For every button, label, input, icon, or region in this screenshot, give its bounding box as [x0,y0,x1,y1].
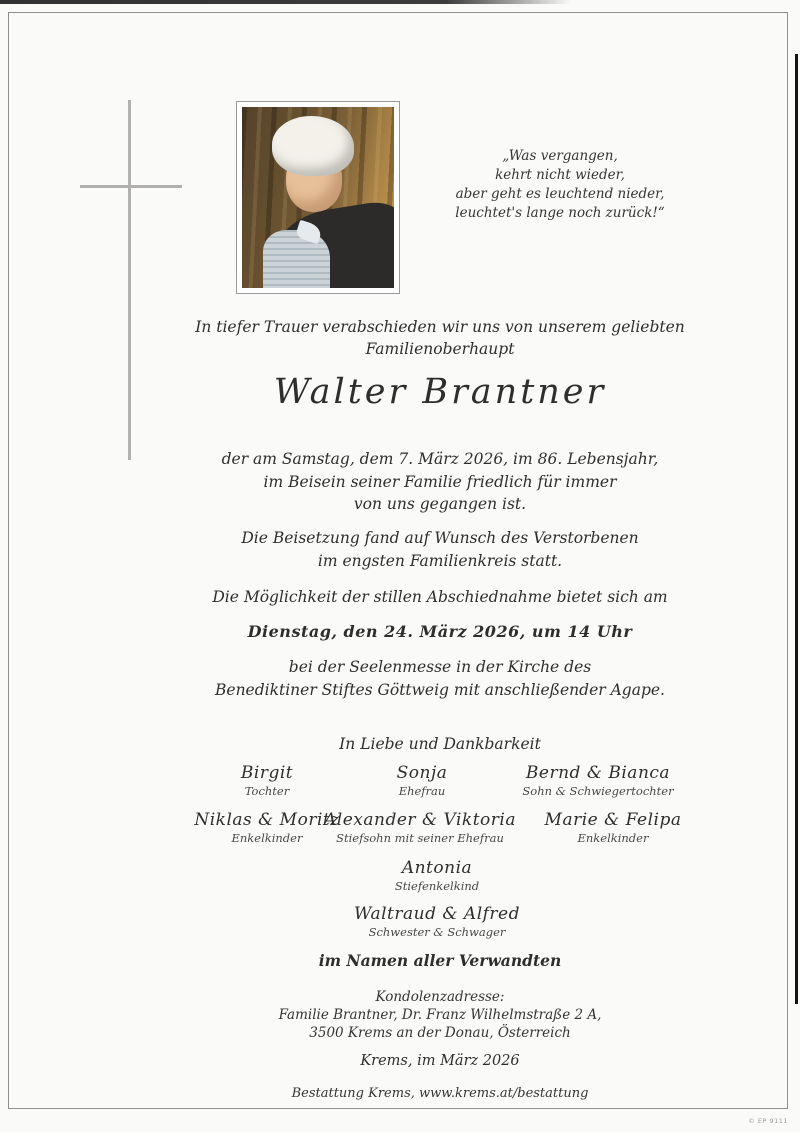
condolence-address [93,988,787,1042]
memorial-quote [440,147,680,223]
portrait-photo [236,101,400,294]
mourner-relation: Stiefenkelkind [394,879,480,893]
condolence-line: Familie Brantner, Dr. Franz Wilhelmstraße 2 A, [278,1007,602,1023]
mourner-relation: Ehefrau [398,784,446,798]
burial-paragraph [93,527,787,572]
mourner-bernd-bianca [522,763,673,798]
relatives-line: im Namen aller Verwandten [318,951,562,970]
burial-paragraph-line: im engsten Familienkreis statt. [317,551,563,570]
mourner-relation: Enkelkinder [231,831,303,845]
mourner-name: Alexander & Viktoria [324,810,516,830]
mourner-relation: Sohn & Schwiegertochter [522,784,674,798]
mourner-birgit [241,763,293,798]
condolence-line: 3500 Krems an der Donau, Österreich [309,1025,571,1041]
mourner-sonja [397,763,448,798]
mourner-marie-felipa [545,810,682,845]
death-paragraph-line: im Beisein seiner Familie friedlich für immer [263,472,617,491]
mourner-name: Waltraud & Alfred [353,904,521,924]
cross-icon-bar [80,185,182,188]
farewell-place-line: Benediktiner Stiftes Göttweig mit anschließender Agape. [215,680,665,699]
scan-artifact-top-band [0,0,572,4]
deceased-name: Walter Brantner [273,372,607,412]
print-mark: © EP 9111 [748,1117,788,1125]
mourner-name: Niklas & Moritz [194,810,340,830]
photo-shirt [263,230,330,288]
mourner-name: Birgit [240,763,294,783]
photo-hair [272,116,354,176]
mourner-name: Marie & Felipa [544,810,682,830]
quote-line: kehrt nicht wieder, [495,167,625,183]
funeral-home-line: Bestattung Krems, www.krems.at/bestattung [291,1086,589,1101]
farewell-place [93,656,787,701]
mourner-name: Antonia [401,858,473,878]
scan-artifact-right-strip [795,54,798,1004]
quote-line: „Was vergangen, [502,148,618,164]
mourner-relation: Schwester & Schwager [368,925,506,939]
death-paragraph-line: der am Samstag, dem 7. März 2026, im 86. Lebensjahr, [221,450,659,468]
quote-line: aber geht es leuchtend nieder, [455,186,665,202]
intro-line: Familienoberhaupt [365,340,515,358]
mourner-waltraud-alfred [354,904,520,939]
condolence-label: Kondolenzadresse: [375,989,505,1005]
portrait-photo-scene [242,107,394,288]
quote-line: leuchtet's lange noch zurück!“ [455,205,665,221]
mourner-name: Bernd & Bianca [525,763,671,783]
mourner-relation: Enkelkinder [577,831,649,845]
mourner-relation: Tochter [244,784,290,798]
intro-line: In tiefer Trauer verabschieden wir uns von unserem geliebten [195,318,685,336]
death-paragraph-line: von uns gegangen ist. [353,495,527,513]
love-line: In Liebe und Dankbarkeit [339,735,541,753]
mourning-intro [93,316,787,360]
mourner-antonia [395,858,479,893]
mourner-name: Sonja [396,763,448,783]
place-date-line: Krems, im März 2026 [360,1053,520,1069]
mourner-niklas-moritz [194,810,339,845]
mourner-alexander-viktoria [324,810,516,845]
burial-paragraph-line: Die Beisetzung fand auf Wunsch des Verstorbenen [241,529,639,547]
farewell-intro: Die Möglichkeit der stillen Abschiednahme bietet sich am [212,588,668,606]
death-paragraph [93,448,787,516]
farewell-place-line: bei der Seelenmesse in der Kirche des [288,658,592,676]
mourner-relation: Stiefsohn mit seiner Ehefrau [336,831,504,845]
farewell-date: Dienstag, den 24. März 2026, um 14 Uhr [247,622,633,641]
